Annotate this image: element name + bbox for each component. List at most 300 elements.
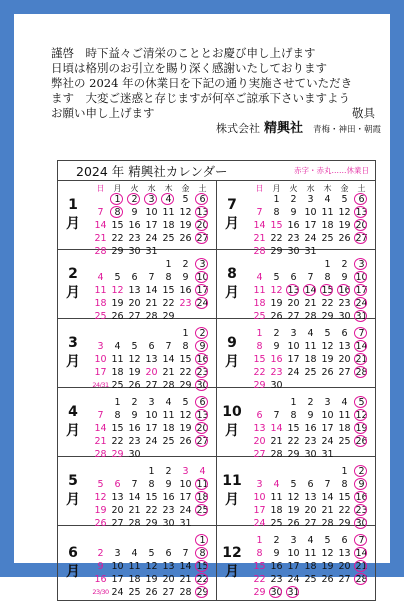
calendar-day: 24 (111, 587, 124, 598)
month-label (58, 457, 84, 525)
calendar-row (58, 250, 375, 322)
calendar-day: 26 (179, 436, 192, 447)
calendar-day: 21 (94, 436, 107, 447)
calendar-day: 14 (94, 423, 107, 434)
calendar-day: 14 (353, 547, 370, 560)
weekday-label: 月 (113, 183, 122, 193)
calendar-day: 4 (256, 272, 263, 283)
calendar-day: 21 (253, 233, 266, 244)
calendar-day: 16 (94, 574, 107, 585)
calendar-day-empty (92, 534, 109, 547)
calendar-day-empty (251, 193, 268, 206)
calendar-week (92, 366, 211, 379)
calendar-day: 10 (353, 271, 370, 284)
calendar-day: 25 (321, 233, 334, 244)
calendar-day: 21 (145, 298, 158, 309)
calendar-day: 23 (270, 574, 283, 585)
calendar-day: 29 (111, 449, 124, 460)
calendar-day-empty (92, 193, 109, 206)
calendar-day: 12 (128, 354, 141, 365)
calendar-day: 2 (273, 328, 280, 339)
calendar-week (92, 573, 211, 586)
calendar-day: 24 (194, 297, 211, 310)
calendar-day: 8 (256, 548, 263, 559)
calendar-day: 20 (111, 505, 124, 516)
month-unit: 月 (66, 354, 80, 370)
month-number: 2 (68, 266, 78, 282)
calendar-day: 1 (341, 466, 348, 477)
calendar-day: 13 (253, 423, 266, 434)
calendar-day: 25 (162, 233, 175, 244)
calendar-day: 5 (324, 535, 331, 546)
calendar-day: 7 (148, 272, 155, 283)
calendar-day: 10 (253, 492, 266, 503)
calendar-day: 22 (111, 436, 124, 447)
calendar-day-empty (319, 465, 336, 478)
month-number: 10 (222, 404, 242, 420)
calendar-day: 22 (270, 233, 283, 244)
calendar-day: 12 (179, 207, 192, 218)
calendar-day: 19 (353, 422, 370, 435)
calendar-week (92, 271, 211, 284)
calendar-day: 3 (143, 193, 160, 206)
calendar-day-empty (302, 586, 319, 599)
calendar-week (251, 573, 370, 586)
calendar-day: 12 (353, 409, 370, 422)
calendar-day: 21 (270, 436, 283, 447)
calendar-day: 13 (145, 354, 158, 365)
calendar-day-empty (126, 465, 143, 478)
calendar-day: 1 (148, 466, 155, 477)
calendar-day: 16 (270, 354, 283, 365)
calendar-day: 23 (304, 436, 317, 447)
calendar-week (92, 396, 211, 409)
calendar-day: 21 (128, 505, 141, 516)
calendar-day: 14 (145, 285, 158, 296)
calendar-day: 30 (287, 246, 300, 257)
calendar-day: 2 (353, 465, 370, 478)
calendar-week (251, 206, 370, 219)
calendar-day: 3 (307, 194, 314, 205)
calendar-day: 17 (179, 492, 192, 503)
calendar-week (92, 219, 211, 232)
weekday-label: 木 (164, 183, 173, 193)
calendar-day: 26 (128, 380, 141, 391)
calendar-day: 18 (321, 220, 334, 231)
calendar-day: 17 (253, 505, 266, 516)
calendar-day: 11 (128, 561, 141, 572)
calendar-day: 17 (353, 284, 370, 297)
calendar-day: 11 (304, 548, 317, 559)
month-grid (92, 465, 211, 529)
calendar-day: 9 (97, 561, 104, 572)
calendar-day: 22 (162, 298, 175, 309)
calendar-day: 19 (321, 354, 334, 365)
calendar-day-empty (109, 327, 126, 340)
calendar-day: 8 (290, 410, 297, 421)
month-block (58, 250, 216, 322)
month-unit: 月 (66, 423, 80, 439)
month-block (216, 319, 375, 391)
company-name: 精興社 (263, 121, 303, 136)
calendar-day: 19 (179, 423, 192, 434)
calendar-day: 15 (194, 560, 211, 573)
calendar-day: 3 (97, 341, 104, 352)
calendar-week (251, 422, 370, 435)
calendar-day: 7 (97, 410, 104, 421)
calendar-day: 4 (199, 466, 206, 477)
calendar-row (58, 319, 375, 391)
calendar-day: 16 (287, 220, 300, 231)
month-block (58, 526, 216, 600)
month-block (58, 181, 216, 257)
calendar-day: 2 (182, 259, 189, 270)
calendar-day: 25 (194, 504, 211, 517)
calendar-day-empty (353, 586, 370, 599)
calendar-day: 20 (194, 219, 211, 232)
calendar-day: 5 (148, 548, 155, 559)
calendar-day: 10 (111, 561, 124, 572)
calendar-week (92, 478, 211, 491)
calendar-day: 28 (304, 311, 317, 322)
month-label (58, 526, 84, 600)
month-grid (92, 258, 211, 322)
calendar-day: 18 (338, 423, 351, 434)
calendar-day: 20 (338, 561, 351, 572)
calendar-day: 25 (162, 436, 175, 447)
calendar-day: 18 (162, 220, 175, 231)
month-unit: 月 (225, 423, 239, 439)
calendar-day-empty (126, 534, 143, 547)
calendar-day: 5 (273, 272, 280, 283)
weekday-label: 水 (306, 183, 315, 193)
calendar-day: 8 (273, 207, 280, 218)
calendar-day: 13 (128, 285, 141, 296)
calendar-day: 13 (111, 492, 124, 503)
calendar-day: 12 (145, 561, 158, 572)
calendar-week (92, 504, 211, 517)
calendar-day: 19 (321, 561, 334, 572)
month-grid (251, 327, 370, 391)
calendar-day: 7 (307, 272, 314, 283)
calendar-day-empty (109, 465, 126, 478)
calendar-day: 24 (287, 367, 300, 378)
calendar-day: 17 (287, 354, 300, 365)
month-number: 3 (68, 335, 78, 351)
calendar-day: 1 (324, 259, 331, 270)
calendar-day: 19 (94, 505, 107, 516)
calendar-day: 7 (324, 479, 331, 490)
calendar-day: 8 (256, 341, 263, 352)
calendar-day: 15 (162, 285, 175, 296)
calendar-day-empty (92, 258, 109, 271)
calendar-day: 6 (256, 410, 263, 421)
calendar-day: 2 (131, 397, 138, 408)
calendar-day: 25 (253, 311, 266, 322)
calendar-week (251, 297, 370, 310)
calendar-day: 23 (128, 233, 141, 244)
calendar-day-empty (302, 465, 319, 478)
calendar-day: 20 (287, 298, 300, 309)
calendar-day: 22 (321, 298, 334, 309)
greeting-letter (51, 46, 381, 138)
calendar-week (251, 327, 370, 340)
calendar-day: 1 (273, 194, 280, 205)
calendar-day: 29 (253, 380, 266, 391)
calendar-week (251, 409, 370, 422)
month-block (216, 388, 375, 460)
calendar-day: 23 (162, 505, 175, 516)
month-label (58, 181, 84, 249)
calendar-day-empty (268, 465, 285, 478)
calendar-day: 18 (304, 561, 317, 572)
calendar-day: 12 (179, 410, 192, 421)
calendar-day: 31 (179, 518, 192, 529)
calendar-day-empty (92, 327, 109, 340)
calendar-day: 29 (145, 518, 158, 529)
calendar-day: 10 (179, 479, 192, 490)
calendar-day: 6 (353, 193, 370, 206)
weekday-label: 火 (130, 183, 139, 193)
calendar-day: 7 (353, 327, 370, 340)
calendar-row (58, 457, 375, 529)
calendar-day-empty (251, 465, 268, 478)
calendar-day-empty (126, 258, 143, 271)
calendar-day: 4 (114, 341, 121, 352)
calendar-day: 4 (341, 397, 348, 408)
calendar-day: 15 (253, 354, 266, 365)
calendar-day: 9 (353, 478, 370, 491)
calendar-day: 11 (194, 478, 211, 491)
calendar-day-empty (251, 258, 268, 271)
calendar-day: 11 (270, 492, 283, 503)
letter-closing: 敬具 (352, 106, 375, 120)
calendar-day: 10 (94, 354, 107, 365)
calendar-day: 6 (165, 548, 172, 559)
calendar-day: 3 (353, 258, 370, 271)
calendar-day: 11 (162, 410, 175, 421)
calendar-day: 13 (338, 341, 351, 352)
calendar-day: 11 (304, 341, 317, 352)
calendar-day: 27 (194, 232, 211, 245)
calendar-day: 24 (179, 505, 192, 516)
calendar-day: 15 (179, 354, 192, 365)
calendar-day: 19 (111, 298, 124, 309)
calendar-day: 16 (162, 492, 175, 503)
company-signature (51, 121, 381, 138)
calendar-week (251, 219, 370, 232)
month-grid (92, 183, 211, 257)
calendar-day: 1 (114, 397, 121, 408)
calendar-day: 28 (94, 449, 107, 460)
calendar-day: 8 (324, 272, 331, 283)
calendar-day: 17 (145, 423, 158, 434)
calendar-day: 19 (128, 367, 141, 378)
calendar-week (251, 396, 370, 409)
weekday-header (251, 183, 370, 193)
calendar-day: 24 (287, 574, 300, 585)
calendar-day: 7 (131, 479, 138, 490)
calendar-day: 21 (321, 505, 334, 516)
weekday-label: 木 (323, 183, 332, 193)
calendar-day: 8 (165, 272, 172, 283)
calendar-day: 12 (270, 285, 283, 296)
calendar-day: 14 (128, 492, 141, 503)
calendar-day: 23 (128, 436, 141, 447)
calendar-day-empty (285, 258, 302, 271)
calendar-day: 1 (256, 535, 263, 546)
calendar-week (251, 534, 370, 547)
letter-line: ます 大変ご迷惑と存じますが何卒ご諒承下さいますよう (51, 91, 350, 105)
calendar-day: 1 (290, 397, 297, 408)
calendar-day: 1 (182, 328, 189, 339)
month-number: 5 (68, 473, 78, 489)
calendar-week (251, 491, 370, 504)
month-unit: 月 (66, 492, 80, 508)
month-number: 6 (68, 545, 78, 561)
calendar-day: 28 (353, 573, 370, 586)
calendar-week (251, 547, 370, 560)
calendar-day: 6 (341, 328, 348, 339)
calendar-week (92, 534, 211, 547)
weekday-label: 日 (96, 183, 105, 193)
calendar-day: 3 (256, 479, 263, 490)
calendar-week (251, 232, 370, 245)
month-grid (251, 258, 370, 322)
calendar-day: 3 (290, 535, 297, 546)
calendar-day: 14 (253, 220, 266, 231)
calendar-day: 23 (353, 504, 370, 517)
calendar-day-empty (126, 327, 143, 340)
calendar-day: 26 (338, 233, 351, 244)
calendar-day: 21 (353, 560, 370, 573)
calendar-day: 20 (145, 367, 158, 378)
calendar-day: 15 (287, 423, 300, 434)
calendar-day: 3 (148, 397, 155, 408)
month-unit: 月 (225, 564, 239, 580)
calendar-day: 1 (109, 193, 126, 206)
calendar-day: 27 (162, 587, 175, 598)
calendar-day: 5 (182, 194, 189, 205)
calendar-day: 28 (179, 587, 192, 598)
calendar-day: 9 (290, 207, 297, 218)
calendar-day: 14 (302, 284, 319, 297)
calendar-day: 28 (162, 380, 175, 391)
calendar-day: 18 (162, 423, 175, 434)
calendar-day: 16 (353, 491, 370, 504)
calendar-day: 18 (253, 298, 266, 309)
month-label (217, 181, 243, 249)
calendar-day: 25 (128, 587, 141, 598)
calendar-day: 29 (287, 449, 300, 460)
calendar-day: 26 (179, 233, 192, 244)
calendar-day: 16 (179, 285, 192, 296)
month-grid (92, 534, 211, 600)
month-grid (251, 534, 370, 600)
month-grid (251, 183, 370, 257)
letter-line: 謹啓 時下益々ご清栄のこととお慶び申し上げます (51, 46, 316, 60)
calendar-week (251, 586, 370, 599)
calendar-week (92, 409, 211, 422)
calendar-day: 10 (304, 207, 317, 218)
calendar-day: 11 (253, 285, 266, 296)
month-label (58, 319, 84, 387)
calendar-day: 5 (182, 397, 189, 408)
month-unit: 月 (225, 492, 239, 508)
calendar-day: 30 (304, 449, 317, 460)
calendar-day: 22 (253, 574, 266, 585)
calendar-day: 15 (253, 561, 266, 572)
calendar-day: 30 (128, 246, 141, 257)
month-number: 12 (222, 545, 242, 561)
calendar-day-empty (336, 586, 353, 599)
calendar-day: 5 (341, 194, 348, 205)
calendar-day: 21 (179, 574, 192, 585)
calendar-day: 27 (194, 435, 211, 448)
calendar-day: 17 (94, 367, 107, 378)
calendar-day: 25 (94, 311, 107, 322)
calendar-day: 21 (353, 353, 370, 366)
calendar-day: 1 (194, 534, 211, 547)
calendar-day: 7 (97, 207, 104, 218)
calendar-day: 30 (194, 379, 211, 392)
month-block (216, 250, 375, 322)
calendar-day: 2 (290, 194, 297, 205)
month-number: 9 (227, 335, 237, 351)
calendar-day: 31 (353, 310, 370, 323)
calendar-day: 2 (273, 535, 280, 546)
calendar-day-empty (268, 258, 285, 271)
calendar-week (92, 340, 211, 353)
calendar-day: 27 (338, 367, 351, 378)
calendar-day-empty (251, 396, 268, 409)
calendar-day: 25 (270, 518, 283, 529)
calendar-day: 11 (338, 410, 351, 421)
month-number: 11 (222, 473, 242, 489)
calendar-week (251, 560, 370, 573)
calendar-day: 15 (145, 492, 158, 503)
letter-line-text: お願い申し上げます (51, 106, 155, 120)
calendar-day: 3 (290, 328, 297, 339)
calendar-day: 4 (307, 535, 314, 546)
calendar-day: 7 (273, 410, 280, 421)
calendar-day: 21 (304, 298, 317, 309)
calendar-day: 13 (353, 206, 370, 219)
calendar-day: 5 (114, 272, 121, 283)
calendar-day: 18 (94, 298, 107, 309)
weekday-label: 金 (340, 183, 349, 193)
month-grid (251, 396, 370, 460)
calendar-day: 5 (324, 328, 331, 339)
calendar-day: 6 (194, 396, 211, 409)
holiday-calendar (57, 160, 376, 601)
calendar-week (251, 478, 370, 491)
calendar-day: 27 (338, 574, 351, 585)
calendar-day: 4 (131, 548, 138, 559)
calendar-week (92, 422, 211, 435)
calendar-day: 8 (114, 410, 121, 421)
calendar-day: 22 (145, 505, 158, 516)
calendar-day: 23 (287, 233, 300, 244)
calendar-day: 1 (165, 259, 172, 270)
calendar-day: 30 (162, 518, 175, 529)
calendar-day: 25 (304, 367, 317, 378)
letter-line-last (51, 106, 381, 121)
calendar-day: 28 (94, 246, 107, 257)
calendar-day: 24 (304, 233, 317, 244)
month-block (58, 319, 216, 391)
calendar-day: 8 (148, 479, 155, 490)
